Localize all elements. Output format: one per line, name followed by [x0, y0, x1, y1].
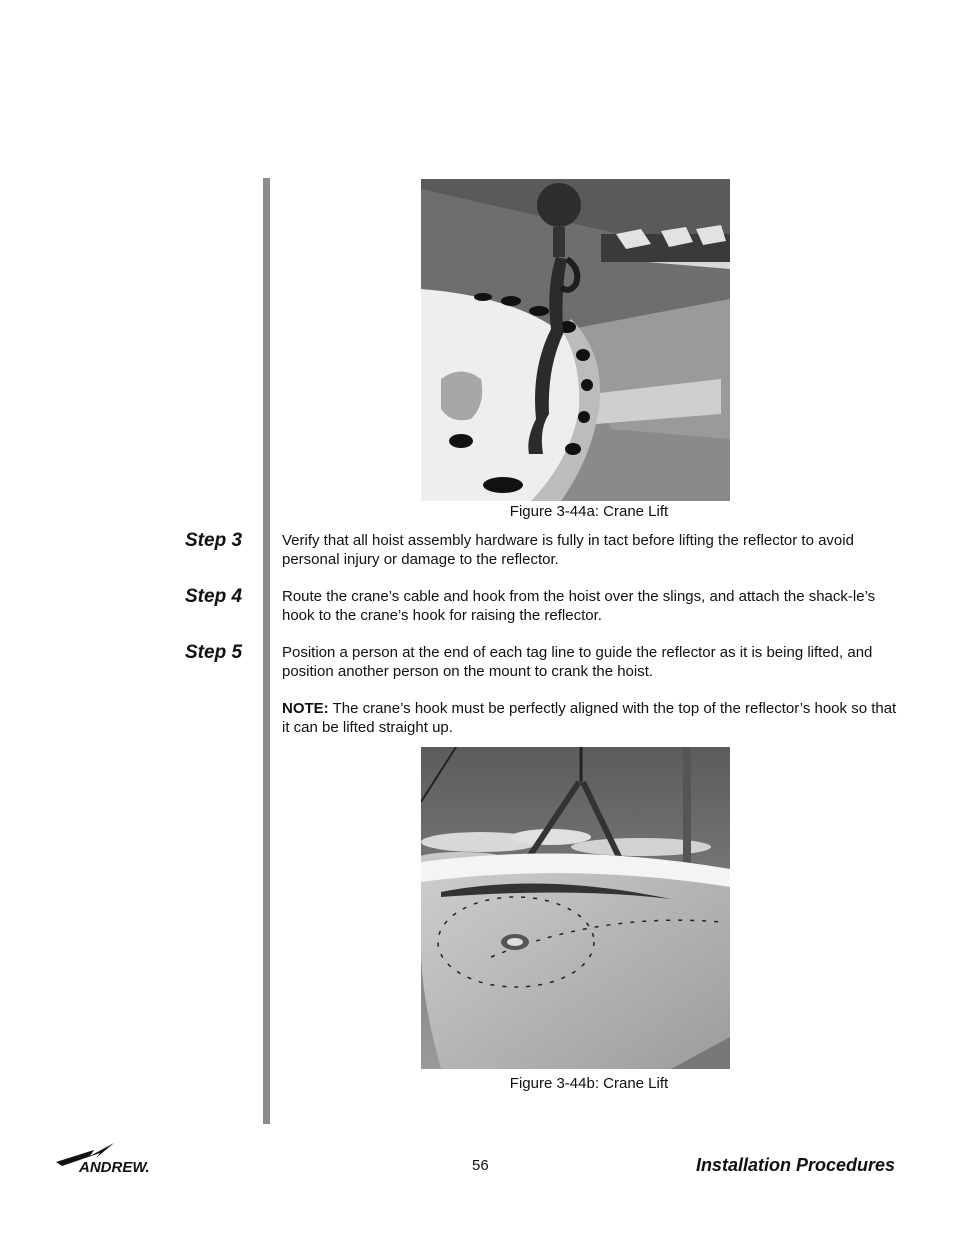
margin-bar: [263, 178, 270, 1124]
note-label: NOTE:: [282, 700, 329, 717]
andrew-logo-text: ANDREW.: [79, 1159, 150, 1174]
page-number: 56: [472, 1157, 489, 1174]
andrew-logo: [56, 1140, 172, 1174]
figure-caption-b: Figure 3-44b: Crane Lift: [509, 1075, 669, 1092]
step-text-5: Position a person at the end of each tag line to guide the reflector as it is being lifted, and position another person on the mount to crank the hoist.: [282, 644, 873, 680]
step-label-3: Step 3: [185, 530, 243, 551]
figure-caption-a: Figure 3-44a: Crane Lift: [509, 503, 669, 520]
step-label-4: Step 4: [185, 586, 243, 607]
note-paragraph: [282, 700, 897, 737]
section-title: Installation Procedures: [695, 1155, 895, 1175]
step-label-5: Step 5: [185, 642, 243, 663]
crane-lift-photo-a: [421, 179, 730, 501]
note-text: The crane’s hook must be perfectly aligned with the top of the reflector’s hook so that it can be lifted straight up.: [282, 700, 897, 736]
step-text-3: Verify that all hoist assembly hardware is fully in tact before lifting the reflector to avoid personal injury or damage to the reflector.: [282, 532, 854, 568]
crane-lift-photo-b: [421, 747, 730, 1069]
step-text-4: Route the crane’s cable and hook from the hoist over the slings, and attach the shack-le’s hook to the crane’s hook for raising the reflector.: [282, 588, 876, 624]
